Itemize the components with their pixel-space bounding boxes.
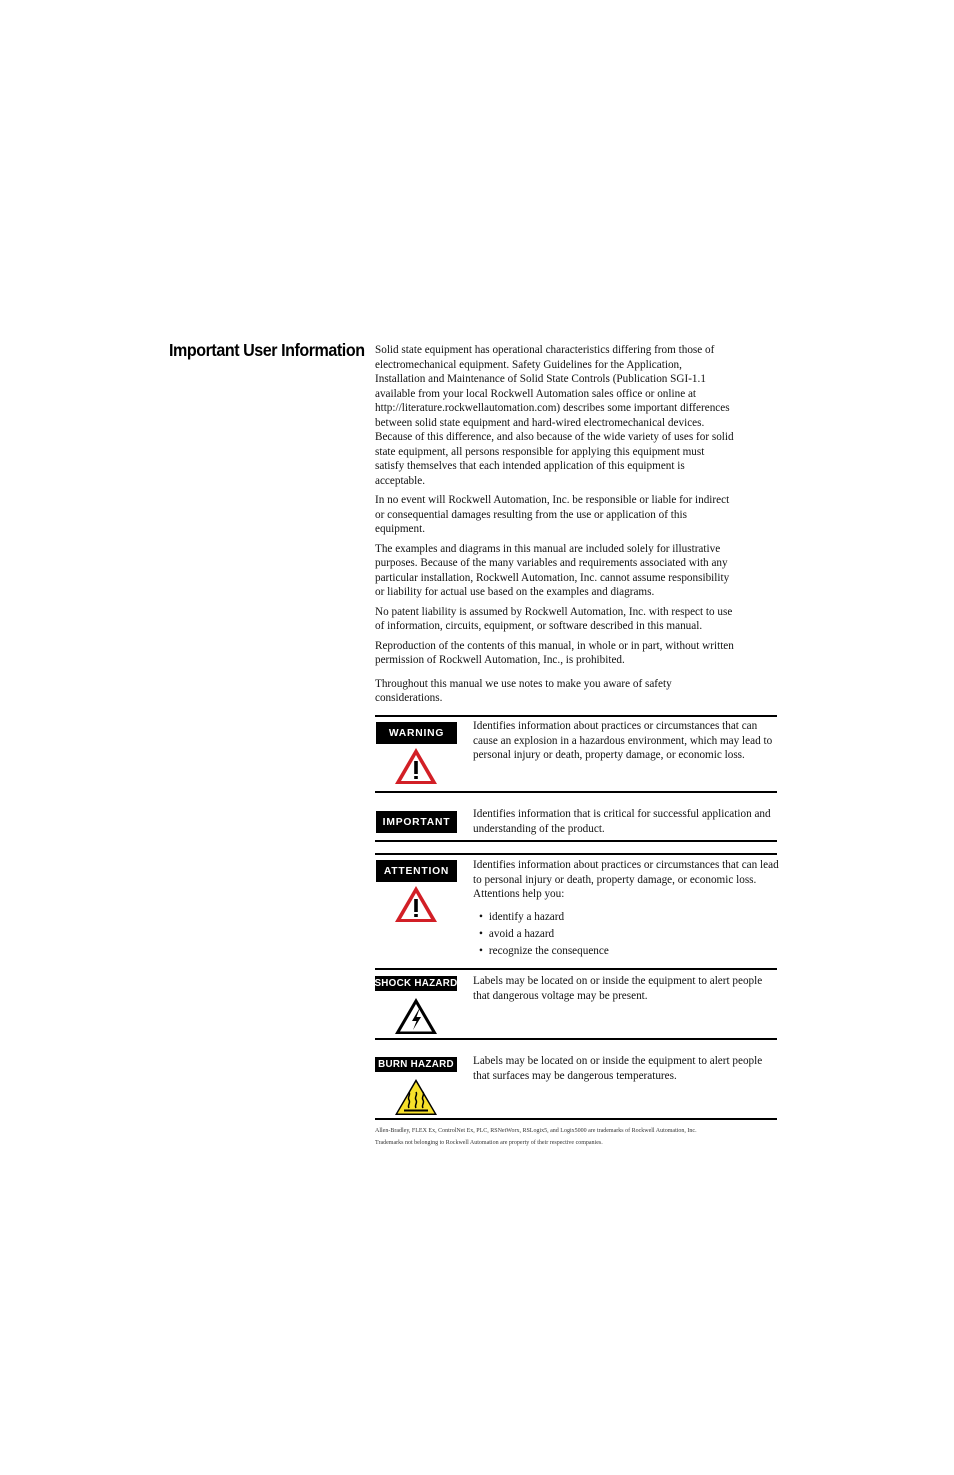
intro-text: [375, 343, 777, 711]
attention-top-rule: [375, 853, 777, 855]
shock-hazard-text: Labels may be located on or inside the equipment to alert people that dangerous voltage may be present.: [473, 975, 763, 1002]
page-title: Important User Information: [169, 340, 365, 360]
notices-bottom-rule: [375, 1118, 777, 1120]
attention-notice: [375, 840, 777, 970]
trademark-line-2: Trademarks not belonging to Rockwell Automation are property of their respective companies.: [375, 1139, 603, 1146]
trademark-footnote: [375, 1126, 777, 1149]
burn-hazard-badge: BURN HAZARD: [375, 1057, 457, 1072]
burn-hazard-text: Labels may be located on or inside the equipment to alert people that surfaces may be dangerous temperatures.: [473, 1055, 763, 1082]
warning-triangle-icon: [393, 746, 439, 786]
attention-text-block: [473, 858, 779, 961]
shock-hazard-badge: SHOCK HAZARD: [374, 978, 458, 989]
paragraph-patent: No patent liability is assumed by Rockwell Automation, Inc. with respect to use of information, circuits, equipment, or software described in this manual.: [375, 605, 733, 632]
attention-text: Identifies information about practices or circumstances that can lead to personal injury or death, property damage, or economic loss. Attentions help you:: [473, 859, 779, 900]
important-badge: IMPORTANT: [376, 811, 457, 833]
hot-surface-icon: [393, 1077, 439, 1117]
warning-badge: WARNING: [376, 722, 457, 744]
list-item: • recognize the consequence: [479, 944, 779, 958]
important-text: Identifies information that is critical for successful application and understanding of the product.: [473, 808, 771, 835]
attention-bullet-list: [479, 910, 779, 958]
attention-badge: ATTENTION: [376, 860, 457, 882]
paragraph-safety-notes: Throughout this manual we use notes to make you aware of safety considerations.: [375, 677, 672, 704]
warning-triangle-icon: [393, 884, 439, 924]
paragraph-solid-state: Solid state equipment has operational characteristics differing from those of electromechanical equipment. Safety Guidelines for the Application, Installation and Maintenance of Solid State Controls (Publication SGI-1.1 available from your local Rockwell Automation sales office or online at http://literature.rockwellautomation.com) describes some important differences between solid state equipment and hard-wired electromechanical devices. Because of this difference, and also because of the wide variety of uses for solid state equipment, all persons responsible for applying this equipment must satisfy themselves that each intended application of this equipment is acceptable.: [375, 344, 734, 487]
trademark-line-1: Allen-Bradley, FLEX Ex, ControlNet Ex, PLC, RSNetWorx, RSLogix5, and Logix5000 are trademarks of Rockwell Automation, Inc.: [375, 1128, 697, 1134]
burn-hazard-notice: [375, 1038, 777, 1120]
paragraph-examples: The examples and diagrams in this manual are included solely for illustrative purposes. Because of the many variables and requirements associated with any particular installation, Rockwell Automation, Inc. cannot assume responsibility or liability for actual use based on the examples and diagrams.: [375, 542, 730, 598]
list-item: • identify a hazard: [479, 910, 779, 924]
important-notice: [375, 791, 777, 843]
warning-notice: [375, 715, 777, 792]
paragraph-reproduction: Reproduction of the contents of this manual, in whole or in part, without written permission of Rockwell Automation, Inc., is prohibited.: [375, 639, 734, 666]
shock-hazard-notice: [375, 968, 777, 1040]
paragraph-liability: In no event will Rockwell Automation, Inc. be responsible or liable for indirect or consequential damages resulting from the use or application of this equipment.: [375, 494, 730, 535]
list-item: • avoid a hazard: [479, 927, 779, 941]
lightning-bolt-icon: [393, 996, 439, 1036]
warning-text: Identifies information about practices or circumstances that can cause an explosion in a hazardous environment, which may lead to personal injury or death, property damage, or economic loss.: [473, 720, 773, 761]
